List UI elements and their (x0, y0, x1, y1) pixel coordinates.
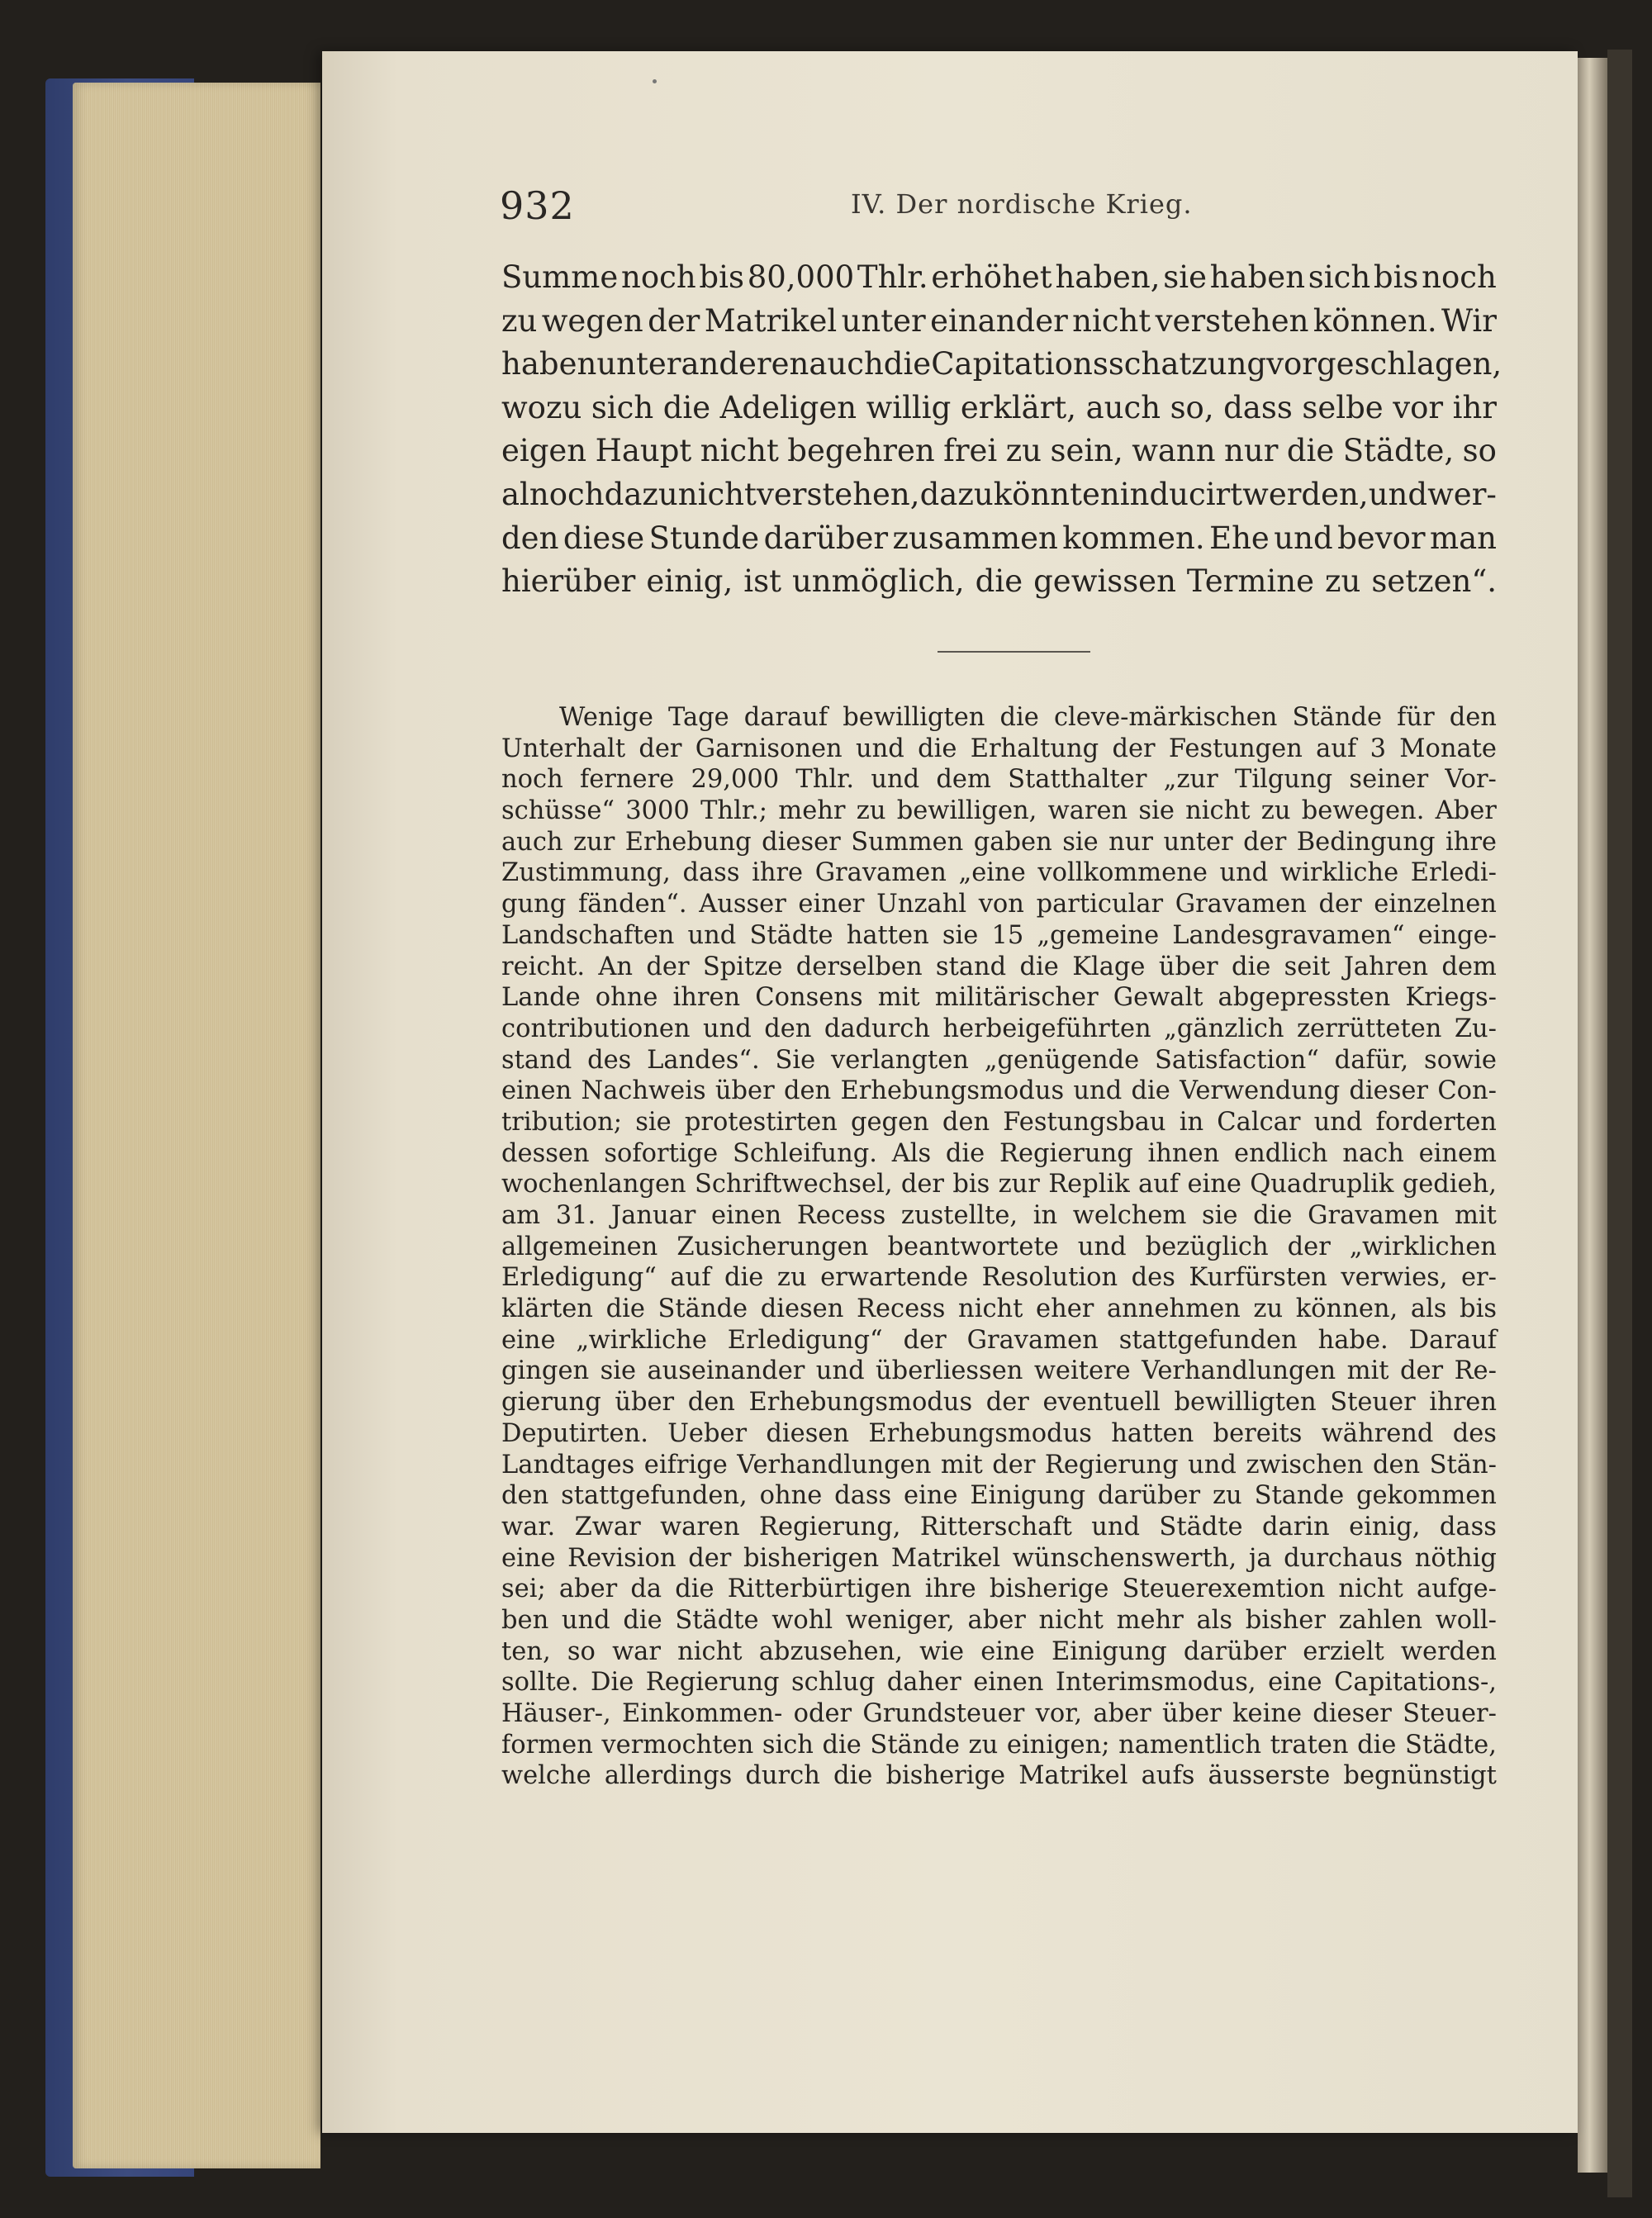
text-line: am 31. Januar einen Recess zustellte, in welchem sie die Gravamen mit (501, 1201, 1497, 1230)
text-line: hierüber einig, ist unmöglich, die gewissen Termine zu setzen“. (501, 563, 1497, 600)
text-line: alnoch dazu nicht verstehen, dazu könnten inducirt werden, und wer- (501, 476, 1497, 512)
text-line: sollte. Die Regierung schlug daher einen Interimsmodus, eine Capitations-, (501, 1668, 1497, 1698)
text-line: Deputirten. Ueber diesen Erhebungsmodus hatten bereits während des (501, 1418, 1497, 1448)
text-line: gingen sie auseinander und überliessen weitere Verhandlungen mit der Re- (501, 1356, 1497, 1386)
text-line: Landtages eifrige Verhandlungen mit der Regierung und zwischen den Stän- (501, 1450, 1497, 1479)
text-line: zu wegen der Matrikel unter einander nicht verstehen können. Wir (501, 302, 1497, 339)
text-line: ben und die Städte wohl weniger, aber nicht mehr als bisher zahlen woll- (501, 1605, 1497, 1635)
text-line: auch zur Erhebung dieser Summen gaben sie nur unter der Bedingung ihre (501, 827, 1497, 857)
text-line: ten, so war nicht abzusehen, wie eine Einigung darüber erzielt werden (501, 1636, 1497, 1666)
text-line: welche allerdings durch die bisherige Matrikel aufs äusserste begnünstigt (501, 1761, 1497, 1791)
section-divider (938, 651, 1090, 653)
text-line: Landschaften und Städte hatten sie 15 „gemeine Landesgravamen“ einge- (501, 920, 1497, 950)
text-line: noch fernere 29,000 Thlr. und dem Statthalter „zur Tilgung seiner Vor- (501, 765, 1497, 795)
quoted-passage (501, 256, 1502, 604)
text-line: eine Revision der bisherigen Matrikel wünschenswerth, ja durchaus nöthig (501, 1543, 1497, 1573)
text-line: Erledigung“ auf die zu erwartende Resolution des Kurfürsten verwies, er- (501, 1263, 1497, 1293)
text-line: Zustimmung, dass ihre Gravamen „eine vollkommene und wirkliche Erledi- (501, 858, 1497, 888)
text-line: den diese Stunde darüber zusammen kommen. Ehe und bevor man (501, 520, 1497, 556)
text-line: allgemeinen Zusicherungen beantwortete und bezüglich der „wirklichen (501, 1232, 1497, 1261)
text-line: Häuser-, Einkommen- oder Grundsteuer vor, aber über keine dieser Steuer- (501, 1699, 1497, 1728)
page-number: 932 (500, 183, 575, 228)
text-line: war. Zwar waren Regierung, Ritterschaft und Städte darin einig, dass (501, 1512, 1497, 1541)
text-line: den stattgefunden, ohne dass eine Einigung darüber zu Stande gekommen (501, 1481, 1497, 1511)
text-line: eigen Haupt nicht begehren frei zu sein, wann nur die Städte, so (501, 433, 1497, 469)
page-block-edges (73, 83, 320, 2168)
facing-page-edge (1578, 58, 1607, 2173)
paper-speck (653, 79, 657, 83)
text-line: eine „wirkliche Erledigung“ der Gravamen stattgefunden habe. Darauf (501, 1325, 1497, 1355)
text-line: formen vermochten sich die Stände zu einigen; namentlich traten die Städte, (501, 1730, 1497, 1760)
text-line: Unterhalt der Garnisonen und die Erhaltung der Festungen auf 3 Monate (501, 734, 1497, 763)
text-line: gierung über den Erhebungsmodus der eventuell bewilligten Steuer ihren (501, 1388, 1497, 1418)
text-line: stand des Landes“. Sie verlangten „genügende Satisfaction“ dafür, sowie (501, 1045, 1497, 1075)
text-line: klärten die Stände diesen Recess nicht eher annehmen zu können, als bis (501, 1294, 1497, 1324)
text-line: reicht. An der Spitze derselben stand die Klage über die seit Jahren dem (501, 952, 1497, 981)
text-line: Lande ohne ihren Consens mit militärischer Gewalt abgepressten Kriegs- (501, 983, 1497, 1013)
text-line: wozu sich die Adeligen willig erklärt, auch so, dass selbe vor ihr (501, 389, 1497, 425)
text-line: contributionen und den dadurch herbeigeführten „gänzlich zerrütteten Zu- (501, 1014, 1497, 1043)
text-line: Summe noch bis 80,000 Thlr. erhöhet haben, sie haben sich bis noch (501, 259, 1497, 295)
text-line: einen Nachweis über den Erhebungsmodus und die Verwendung dieser Con- (501, 1076, 1497, 1106)
text-line: schüsse“ 3000 Thlr.; mehr zu bewilligen, waren sie nicht zu bewegen. Aber (501, 796, 1497, 826)
text-line: dessen sofortige Schleifung. Als die Regierung ihnen endlich nach einem (501, 1138, 1497, 1168)
running-title: IV. Der nordische Krieg. (851, 188, 1193, 220)
text-line: Wenige Tage darauf bewilligten die cleve-märkischen Stände für den (559, 703, 1497, 732)
text-line: sei; aber da die Ritterbürtigen ihre bisherige Steuerexemtion nicht aufge- (501, 1574, 1497, 1604)
text-line: tribution; sie protestirten gegen den Festungsbau in Calcar und forderten (501, 1107, 1497, 1137)
facing-cover-board (1607, 50, 1632, 2197)
body-paragraph (501, 702, 1497, 1792)
text-line: haben unter anderen auch die Capitationsschatzung vorgeschlagen, (501, 346, 1502, 382)
text-line: wochenlangen Schriftwechsel, der bis zur Replik auf eine Quadruplik gedieh, (501, 1170, 1497, 1199)
text-line: gung fänden“. Ausser einer Unzahl von particular Gravamen der einzelnen (501, 890, 1497, 919)
